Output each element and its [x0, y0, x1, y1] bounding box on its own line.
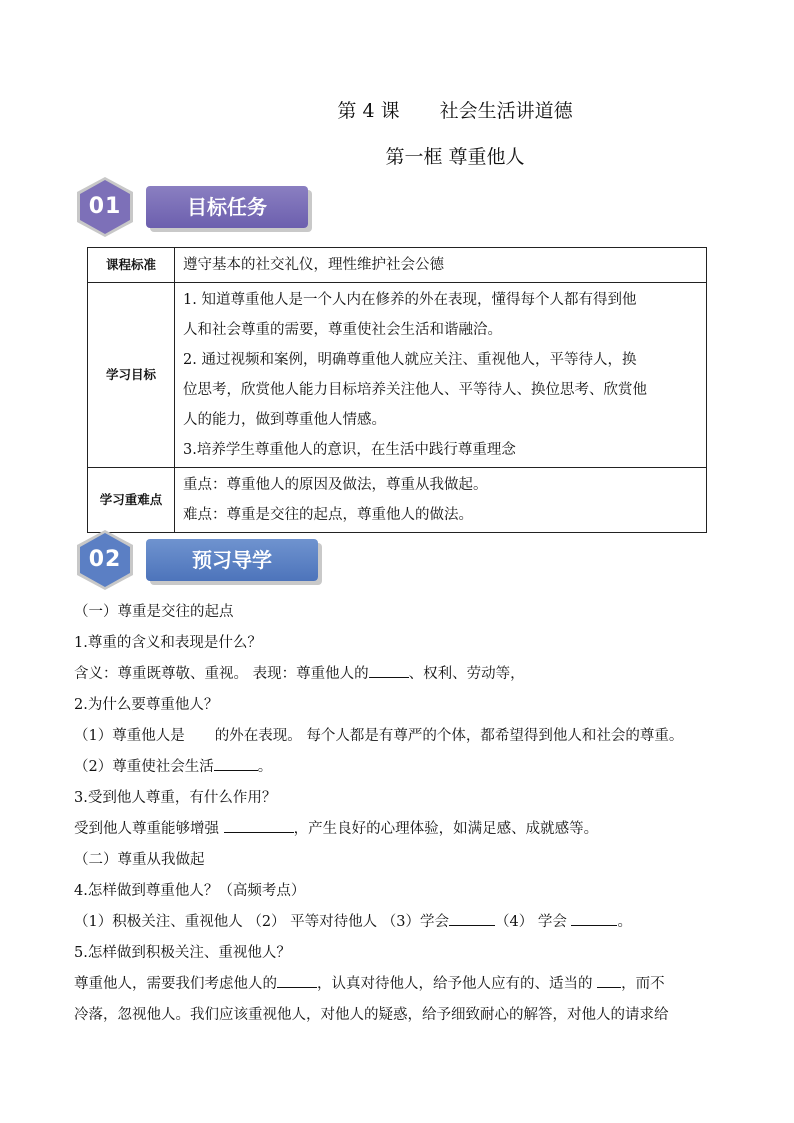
- section-heading-goals: 目标任务: [146, 186, 308, 228]
- fill-blank[interactable]: [224, 816, 294, 833]
- row-label: 课程标准: [88, 248, 175, 283]
- section-title: 第一框 尊重他人: [385, 146, 525, 168]
- answer-line: 冷落，忽视他人。我们应该重视他人，对他人的疑惑，给予细致耐心的解答，对他人的请求给: [74, 1007, 669, 1023]
- row-label: 学习重难点: [88, 468, 175, 533]
- fill-blank[interactable]: [369, 661, 409, 678]
- goal-table: [87, 247, 707, 533]
- question: 3.受到他人尊重，有什么作用？: [74, 790, 277, 806]
- question: 1.尊重的含义和表现是什么？: [74, 635, 262, 651]
- fill-blank[interactable]: [214, 754, 258, 771]
- section-number: 02: [88, 547, 122, 572]
- preview-content: [74, 597, 734, 1031]
- subheading: （二）尊重从我做起: [74, 852, 205, 868]
- fill-blank[interactable]: [449, 909, 495, 926]
- lesson-name: 社会生活讲道德: [439, 100, 573, 122]
- table-row: [88, 248, 707, 283]
- row-content: 遵守基本的社交礼仪，理性维护社会公德: [175, 248, 707, 283]
- answer-line: 尊重他人，需要我们考虑他人的 ，认真对待他人，给予他人应有的、适当的 ，而不: [74, 969, 734, 1000]
- section-badge-02: [73, 528, 137, 592]
- answer-line: （1）积极关注、重视他人 （2） 平等对待他人 （3）学会 （4） 学会 。: [74, 907, 734, 938]
- subheading: （一）尊重是交往的起点: [74, 604, 234, 620]
- lesson-title: [0, 96, 794, 123]
- answer-line: 受到他人尊重能够增强 ，产生良好的心理体验，如满足感、成就感等。: [74, 814, 734, 845]
- answer-line: （1）尊重他人是 的外在表现。 每个人都是有尊严的个体，都希望得到他人和社会的尊重。: [74, 728, 684, 744]
- question: 4.怎样做到尊重他人？（高频考点）: [74, 883, 306, 899]
- fill-blank[interactable]: [597, 971, 621, 988]
- fill-blank[interactable]: [277, 971, 317, 988]
- fill-blank[interactable]: [571, 909, 617, 926]
- question: 2.为什么要尊重他人？: [74, 697, 219, 713]
- row-label: 学习目标: [88, 283, 175, 468]
- table-row: [88, 283, 707, 468]
- section-number: 01: [88, 194, 122, 219]
- section-badge-01: [73, 175, 137, 239]
- section-heading-preview: 预习导学: [146, 539, 318, 581]
- answer-line: （2）尊重使社会生活 。: [74, 752, 734, 783]
- table-row: [88, 468, 707, 533]
- row-content: 1. 知道尊重他人是一个人内在修养的外在表现，懂得每个人都有得到他 人和社会尊重的需要，尊重使社会生活和谐融洽。 2. 通过视频和案例，明确尊重他人就应关注、重视他人，平等待人，换 位思考，欣赏他人能力目标培养关注他人、平等待人、换位思考、欣赏他 人的能力，做到尊重他人情感。 3.培养学生尊重他人的意识，在生活中践行尊重理念: [175, 283, 707, 468]
- row-content: 重点：尊重他人的原因及做法，尊重从我做起。 难点：尊重是交往的起点，尊重他人的做法。: [175, 468, 707, 533]
- lesson-number: 第 4 课: [337, 100, 400, 122]
- answer-line: 含义：尊重既尊敬、重视。 表现：尊重他人的 、权利、劳动等，: [74, 659, 734, 690]
- question: 5.怎样做到积极关注、重视他人？: [74, 945, 291, 961]
